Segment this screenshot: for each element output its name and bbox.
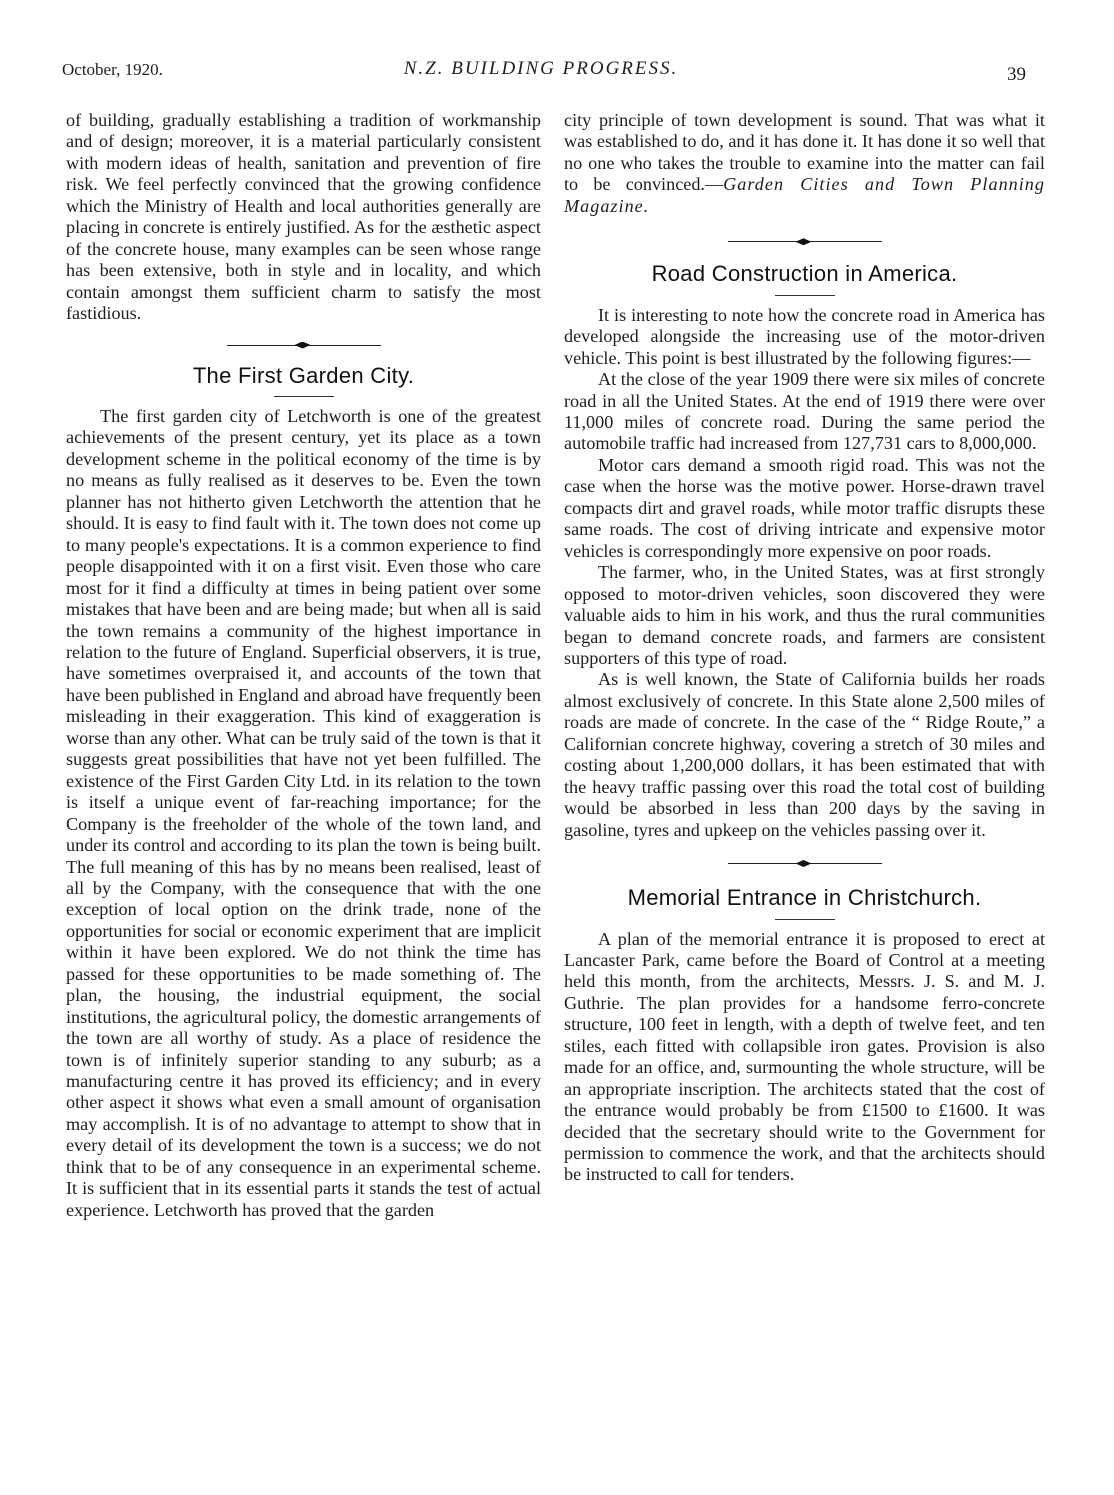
article-title-road-construction: Road Construction in America. <box>651 261 958 287</box>
left-column <box>66 110 541 1221</box>
source-citation: Garden Cities and Town Planning Magazine. <box>564 174 1045 216</box>
article-paragraph: It is interesting to note how the concrete road in America has developed alongside the increasing use of the motor-driven vehicle. This point is best illustrated by the following figures:— <box>564 304 1045 368</box>
article-paragraph: The first garden city of Letchworth is one of the greatest achievements of the present century, yet its place as a town development scheme in the political economy of the time is by no means as fully realised as it deserves to be. Even the town planner has not hitherto given Letchworth the attention that he should. It is easy to find fault with it. The town does not come up to many people's expectations. It is a common experience to find people disappointed with it on a first visit. Even those who care most for it find a difficulty at times in being patient over some mistakes that have been and are being made; but when all is said the town remains a community of the highest importance in relation to the future of England. Superficial observers, it is true, have sometimes overpraised it, and accounts of the town that have been published in England and abroad have frequently been misleading in their exaggeration. This kind of exaggeration is worse than any other. What can be truly said of the town is that it suggests great possibilities that have not yet been fulfilled. The existence of the First Garden City Ltd. in its relation to the town is itself a unique event of far-reaching importance; for the Company is the freeholder of the whole of the town land, and under its control and according to its plan the town is being built. The full meaning of this has by no means been realised, least of all by the Company, with the consequence that with the one exception of local option on the drink trade, none of the opportunities for social or economic experiment that are implicit within it have been explored. We do not think the time has passed for these opportunities to be made something of. The plan, the housing, the industrial equipment, the social institutions, the agricultural policy, the domestic arrangements of the town are all worthy of study. As a place of residence the town is of infinitely superior standing to any suburb; as a manufacturing centre it has proved its efficiency; and in every other aspect it shows what even a small amount of organisation may accomplish. It is of no advantage to attempt to show that in every detail of its development the town is a success; we do not think that to be of any consequence in an experimental scheme. It is sufficient that in its essential parts it stands the test of actual experience. Letchworth has proved that the garden <box>66 405 541 1220</box>
diamond-ornament-icon <box>796 860 812 867</box>
article-paragraph: At the close of the year 1909 there were six miles of concrete road in all the United States. At the end of 1919 there were over 11,000 miles of concrete road. During the same period the automobile traffic had increased from 127,731 cars to 8,000,000. <box>564 369 1045 454</box>
article-title-first-garden-city: The First Garden City. <box>192 362 415 388</box>
title-rule <box>274 396 334 397</box>
continued-text: city principle of town development is sound. That was what it was established to do, and it has done it. It has done it so well that no one who takes the trouble to examine into the matter can fail to be convinced.— <box>564 110 1045 195</box>
page-number: 39 <box>1007 64 1026 85</box>
article-title-memorial-entrance: Memorial Entrance in Christchurch. <box>627 885 982 911</box>
running-header <box>62 58 1026 88</box>
article-paragraph: As is well known, the State of California builds her roads almost exclusively of concrete. In this State alone 2,500 miles of roads are made of concrete. In the case of the “ Ridge Route,” a Californian concrete highway, covering a stretch of 30 miles and costing about 1,200,000 dollars, it has been estimated that with the heavy traffic passing over this road the total cost of building would be absorbed in less than 200 days by the saving in gasoline, tyres and upkeep on the vehicles passing over it. <box>564 669 1045 840</box>
title-rule <box>775 295 835 296</box>
section-divider <box>564 853 1045 875</box>
publication-title: N.Z. BUILDING PROGRESS. <box>403 58 679 79</box>
section-divider <box>564 231 1045 253</box>
right-column <box>564 110 1045 1186</box>
continued-paragraph <box>564 110 1045 217</box>
article-paragraph: A plan of the memorial entrance it is proposed to erect at Lancaster Park, came before the Board of Control at a meeting held this month, from the architects, Messrs. J. S. and M. J. Guthrie. The plan provides for a handsome ferro-concrete structure, 100 feet in length, with a depth of twelve feet, and ten stiles, each fitted with collapsible iron gates. Provision is also made for an office, and, surmounting the whole structure, will be an appropriate inscription. The architects stated that the cost of the entrance would probably be from £1500 to £1600. It was decided that the secretary should write to the Government for permission to commence the work, and that the architects should be instructed to call for tenders. <box>564 928 1045 1185</box>
diamond-ornament-icon <box>796 238 812 245</box>
article-paragraph: The farmer, who, in the United States, was at first strongly opposed to motor-driven vehicles, soon discovered they were valuable aids to him in his work, and thus the rural communities began to demand concrete roads, and farmers are consistent supporters of this type of road. <box>564 562 1045 668</box>
section-divider <box>66 335 541 357</box>
diamond-ornament-icon <box>295 342 311 349</box>
continued-paragraph: of building, gradually establishing a tradition of workmanship and of design; moreover, it is a material particularly consistent with modern ideas of health, sanitation and prevention of fire risk. We feel perfectly convinced that the growing confidence which the Ministry of Health and local authorities generally are placing in concrete is entirely justified. As for the æsthetic aspect of the concrete house, many examples can be seen whose range has been extensive, both in style and in locality, and which contain amongst them sufficient charm to satisfy the most fastidious. <box>66 110 541 324</box>
article-paragraph: Motor cars demand a smooth rigid road. This was not the case when the horse was the motive power. Horse-drawn travel compacts dirt and gravel roads, while motor traffic disrupts these same roads. The cost of driving intricate and expensive motor vehicles is correspondingly more expensive on poor roads. <box>564 454 1045 561</box>
issue-date: October, 1920. <box>62 60 163 79</box>
title-rule <box>775 919 835 920</box>
